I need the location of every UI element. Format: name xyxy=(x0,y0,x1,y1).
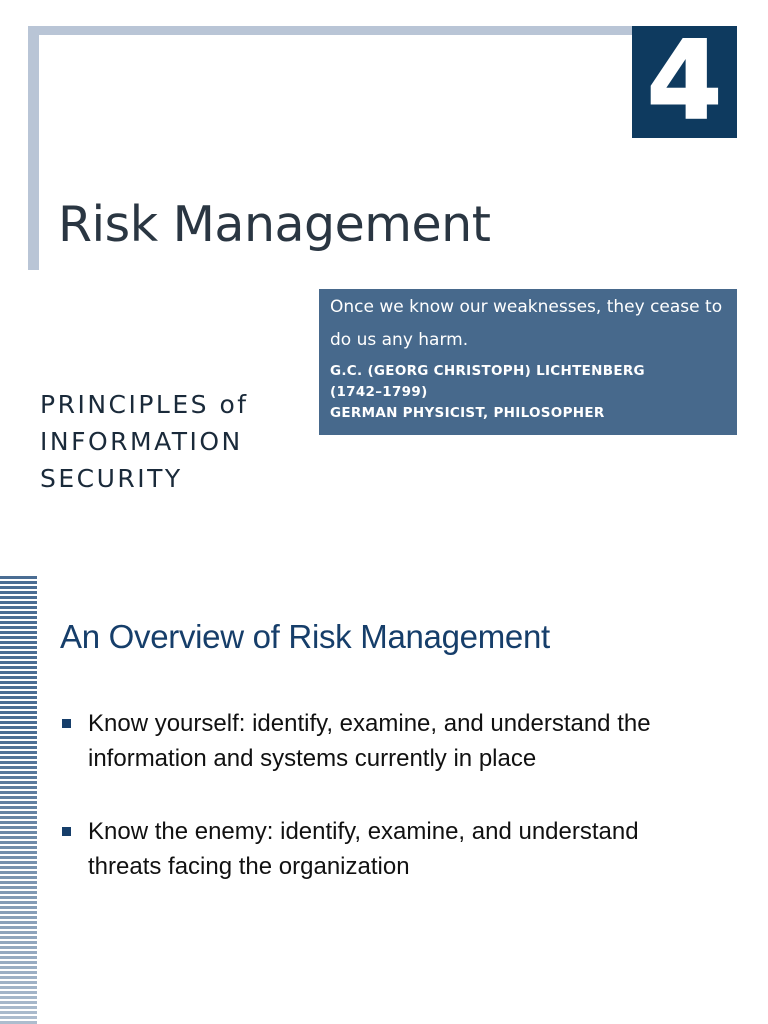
quote-box xyxy=(319,289,737,435)
bullet-text: Know yourself: identify, examine, and understand the information and systems currently in place xyxy=(88,710,651,772)
chapter-title: Risk Management xyxy=(58,196,491,253)
overview-slide xyxy=(0,540,768,1024)
book-title-line-2: INFORMATION xyxy=(40,427,243,456)
book-title xyxy=(40,386,249,497)
frame-left-border xyxy=(28,26,39,270)
bullet-item xyxy=(60,706,700,776)
quote-author xyxy=(330,361,729,424)
quote-author-description: GERMAN PHYSICIST, PHILOSOPHER xyxy=(330,405,605,421)
chapter-number: 4 xyxy=(646,19,723,144)
book-title-line-1: PRINCIPLES of xyxy=(40,390,249,419)
quote-author-name: G.C. (GEORG CHRISTOPH) LICHTENBERG xyxy=(330,363,645,379)
bullet-item xyxy=(60,814,700,884)
square-bullet-icon xyxy=(62,719,71,728)
slide-title: An Overview of Risk Management xyxy=(60,618,550,655)
bullet-list xyxy=(60,706,700,922)
chapter-number-box xyxy=(632,19,737,144)
square-bullet-icon xyxy=(62,827,71,836)
bullet-text: Know the enemy: identify, examine, and understand threats facing the organization xyxy=(88,818,639,880)
quote-text: Once we know our weaknesses, they cease to do us any harm. xyxy=(330,297,723,350)
book-title-line-3: SECURITY xyxy=(40,464,183,493)
frame-top-border xyxy=(28,26,636,35)
decorative-stripe-fade xyxy=(0,576,37,1024)
quote-author-dates: (1742–1799) xyxy=(330,384,428,400)
